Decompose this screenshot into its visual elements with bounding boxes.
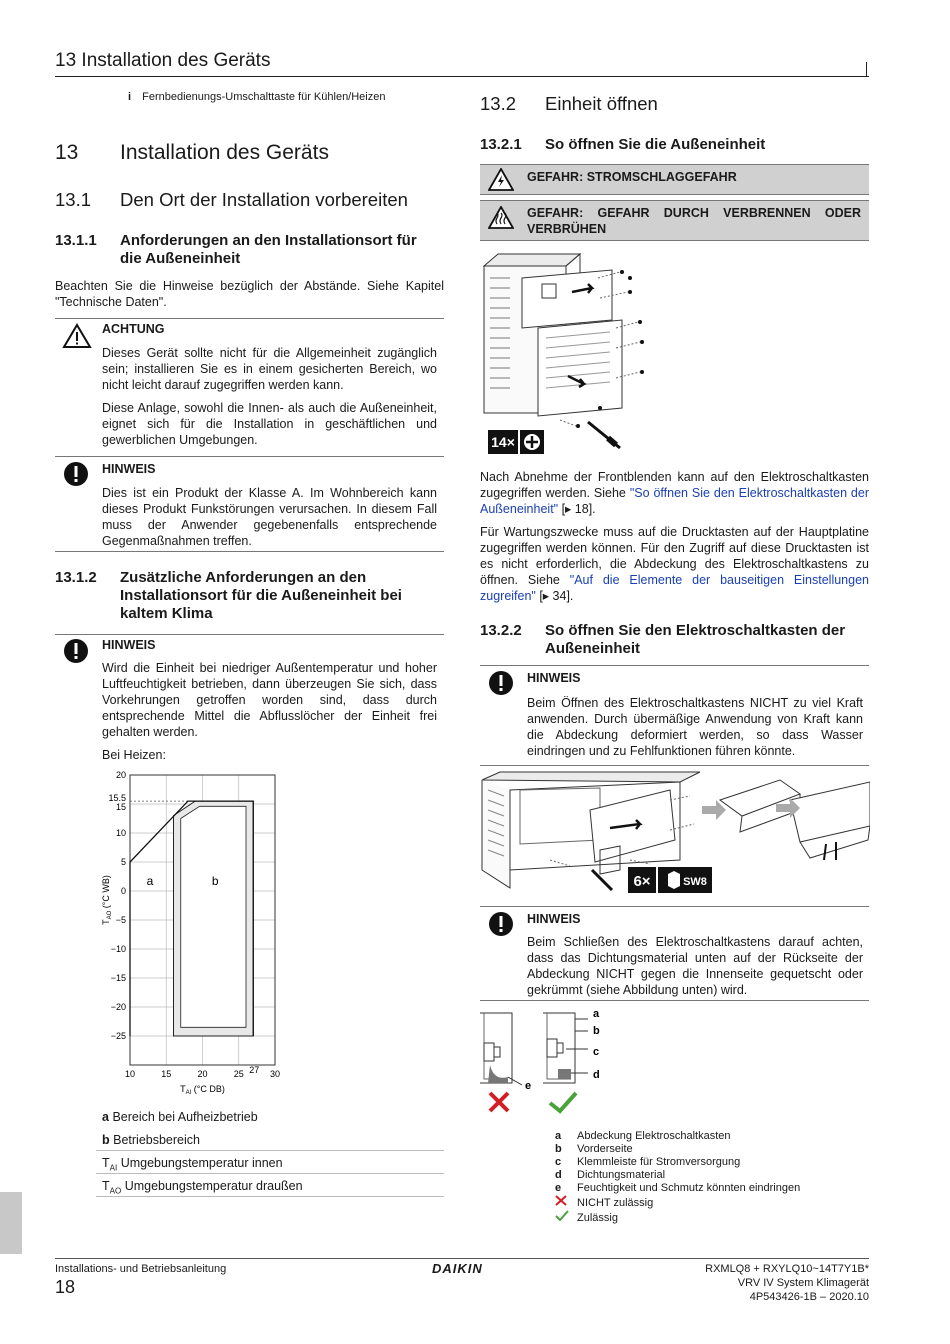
legend-text: NICHT zulässig	[577, 1197, 654, 1209]
subsection-number: 13.1.2	[55, 569, 97, 586]
list-key: i	[128, 91, 132, 103]
y-tick-label: −5	[115, 915, 126, 925]
divider	[480, 1000, 869, 1001]
switchbox-link[interactable]: "So öffnen Sie den Elektroschaltkasten der Außeneinheit"	[480, 486, 870, 516]
subsection-heading	[55, 232, 455, 272]
danger-burn-bar	[480, 200, 869, 241]
y-tick-label: 10	[115, 828, 126, 838]
outdoor-unit-front-panel-figure	[480, 248, 660, 458]
achtung-paragraph-2: Diese Anlage, sowohl die Innen- als auch die Außeneinheit, eignet sich für die Installation in geschäftlichen und gewerblichen Umgebungen.	[102, 401, 437, 447]
notice-icon	[63, 461, 89, 492]
legend-key: d	[555, 1169, 562, 1181]
seal-detail-figure	[470, 1005, 620, 1120]
legend-text: Dichtungsmaterial	[577, 1169, 666, 1181]
subsection-title-line2: die Außeneinheit	[120, 250, 241, 267]
legend-key-sub: AO	[109, 1186, 122, 1196]
list-text: Fernbedienungs-Umschalttaste für Kühlen/Heizen	[142, 91, 386, 103]
subsection-title-line2: Außeneinheit	[545, 640, 641, 657]
legend-row	[555, 1195, 865, 1210]
achtung-label: ACHTUNG	[102, 322, 165, 336]
legend-row	[555, 1156, 865, 1169]
maintenance-paragraph	[480, 524, 869, 604]
legend-text: Klemmleiste für Stromversorgung	[577, 1156, 741, 1168]
field-settings-link[interactable]: "Auf die Elemente der bauseitigen Einstellungen zugreifen"	[480, 573, 869, 603]
divider	[480, 665, 869, 666]
y-tick-label: −20	[110, 1002, 126, 1012]
footer-rule	[55, 1258, 869, 1259]
cross-icon	[490, 1093, 508, 1111]
switch-box-figure	[480, 770, 870, 898]
hinweis-label: HINWEIS	[527, 912, 581, 926]
legend-text: Vorderseite	[577, 1143, 633, 1155]
x-tick-label: 25	[233, 1069, 244, 1079]
chapter-number: 13	[55, 141, 79, 164]
hot-surface-icon	[488, 206, 514, 234]
legend-row	[555, 1210, 865, 1225]
hinweis-paragraph: Beim Schließen des Elektroschaltkastens darauf achten, dass das Dichtungsmaterial unten auf der Rückseite der Abdeckung NICHT gegen die Innenseite gequetscht oder gekrümmt (siehe Abbildung unten) wird.	[527, 935, 863, 997]
legend-text: Umgebungstemperatur innen	[120, 1156, 283, 1170]
legend-key: T	[102, 1179, 110, 1193]
notice-icon	[488, 670, 514, 701]
subsection-number: 13.2.1	[480, 136, 522, 153]
y-tick-label: −10	[110, 944, 126, 954]
fig-callout-b: b	[593, 1025, 600, 1037]
wrench-size-label: SW8	[683, 876, 707, 888]
hinweis-paragraph: Beim Öffnen des Elektroschaltkastens NICHT zu viel Kraft anwenden. Durch übermäßige Anwendung von Kraft kann die Abdeckung deformiert werden, so dass Wasser eindringen und zu Fehlfunktionen führen könnte.	[527, 696, 863, 758]
region-b-inner	[181, 806, 246, 1027]
achtung-paragraph-1: Dieses Gerät sollte nicht für die Allgemeinheit zugänglich sein; installieren Sie es in einem gesicherten Bereich, wo nicht leicht darauf zugegriffen werden kann.	[102, 346, 437, 392]
access-text-a: Nach Abnehme der Frontblenden kann auf den Elektroschaltkasten zugegriffen werden. Siehe	[480, 470, 869, 500]
chart-legend-a	[102, 1109, 402, 1125]
section-number: 13.1	[55, 189, 92, 210]
divider	[480, 906, 869, 907]
fig-callout-e: e	[525, 1080, 532, 1092]
legend-key-sub: AI	[109, 1163, 118, 1173]
operating-range-chart	[95, 765, 295, 1100]
legend-text: Feuchtigkeit und Schmutz könnten eindringen	[577, 1182, 801, 1194]
y-tick-label: 15	[115, 802, 126, 812]
subsection-heading	[55, 569, 455, 625]
notice-icon	[63, 638, 89, 669]
section-title: Einheit öffnen	[545, 93, 658, 114]
legend-text: Zulässig	[577, 1212, 618, 1224]
subsection-number: 13.2.2	[480, 622, 522, 639]
fig-callout-d: d	[593, 1069, 600, 1081]
divider	[55, 551, 444, 552]
subsection-title: So öffnen Sie die Außeneinheit	[545, 136, 766, 153]
danger-electric-bar	[480, 164, 869, 195]
hinweis-label: HINWEIS	[102, 638, 156, 652]
footer-model: RXMLQ8 + RXYLQ10~14T7Y1B*	[705, 1263, 869, 1275]
region-b-label: b	[211, 874, 219, 889]
legend-key: b	[102, 1133, 110, 1147]
figure-legend	[555, 1130, 865, 1225]
danger-electric-text: GEFAHR: STROMSCHLAGGEFAHR	[527, 170, 737, 184]
list-item	[128, 91, 385, 103]
hinweis-label: HINWEIS	[527, 671, 581, 685]
x-tick-label: 27	[249, 1065, 260, 1075]
divider	[55, 318, 444, 319]
legend-row	[555, 1182, 865, 1195]
divider	[55, 456, 444, 457]
footer-system: VRV IV System Klimagerät	[737, 1277, 869, 1289]
daikin-logo: DAIKIN	[432, 1261, 483, 1276]
y-tick-label: 20	[115, 770, 126, 780]
access-text-b: [▸ 18].	[558, 502, 596, 516]
divider	[480, 765, 869, 766]
region-a-label: a	[146, 874, 154, 889]
maintenance-text-b: [▸ 34].	[535, 589, 574, 603]
check-icon	[555, 1210, 569, 1221]
danger-burn-text-line2: VERBRÜHEN	[527, 222, 607, 236]
legend-text: Umgebungstemperatur draußen	[124, 1179, 303, 1193]
warning-triangle-icon	[62, 323, 92, 354]
notice-icon	[488, 911, 514, 942]
screw-count-badge: 14×	[491, 434, 515, 450]
chart-legend-b	[102, 1132, 402, 1148]
legend-key: e	[555, 1182, 562, 1194]
hex-wrench-icon	[668, 871, 680, 889]
x-tick-label: 15	[161, 1069, 172, 1079]
footer-doc-title: Installations- und Betriebsanleitung	[55, 1263, 227, 1275]
screw-count-badge: 6×	[633, 873, 651, 890]
hinweis-label: HINWEIS	[102, 462, 156, 476]
y-tick-label: 5	[120, 857, 126, 867]
check-icon	[550, 1093, 576, 1111]
divider	[96, 1150, 444, 1151]
hinweis-paragraph: Dies ist ein Produkt der Klasse A. Im Wohnbereich kann dieses Produkt Funkstörungen verursachen. In diesem Fall muss der Anwender gegebenenfalls entsprechende Gegenmaßnahmen treffen.	[102, 486, 437, 548]
legend-key: b	[555, 1143, 562, 1155]
legend-key: a	[102, 1110, 109, 1124]
legend-row	[555, 1143, 865, 1156]
legend-key: c	[555, 1156, 562, 1168]
maintenance-text-a: Für Wartungszwecke muss auf die Drucktasten auf der Hauptplatine zugegriffen werden können. Für den Zugriff auf diese Drucktasten ist es nicht erforderlich, die Abdeckung des Elektroschaltkastens zu öffnen. Siehe	[480, 525, 869, 587]
access-paragraph	[480, 469, 869, 517]
y-tick-label: 15.5	[108, 793, 126, 804]
fig-callout-a: a	[593, 1008, 600, 1020]
section-number: 13.2	[480, 93, 517, 114]
legend-key: a	[555, 1130, 562, 1142]
subsection-title-line2: Installationsort für die Außeneinheit bei	[120, 587, 402, 604]
intro-paragraph: Beachten Sie die Hinweise bezüglich der Abstände. Siehe Kapitel "Technische Daten".	[55, 279, 444, 309]
legend-row	[555, 1130, 865, 1143]
electric-hazard-icon	[488, 168, 514, 196]
cross-icon	[555, 1195, 567, 1206]
heating-label: Bei Heizen:	[102, 748, 166, 762]
y-axis-label: $T_{AO}$ (°C WB)	[101, 875, 113, 925]
subsection-number: 13.1.1	[55, 232, 97, 249]
danger-burn-text-line1: GEFAHR: GEFAHR DURCH VERBRENNEN ODER	[527, 206, 861, 220]
header-rule	[55, 76, 869, 77]
x-tick-label: 10	[124, 1069, 136, 1079]
subsection-title-line3: kaltem Klima	[120, 605, 213, 622]
hinweis-paragraph: Wird die Einheit bei niedriger Außentemperatur und hoher Luftfeuchtigkeit betrieben, dann überzeugen Sie sich, dass Vorkehrungen getroffen worden sind, dass durch entsprechende Mittel die Abflusslöcher der Einheit frei gehalten werden.	[102, 661, 437, 739]
page-number: 18	[55, 1277, 76, 1297]
legend-key: T	[102, 1156, 110, 1170]
legend-text: Betriebsbereich	[113, 1133, 200, 1147]
running-header: 13 Installation des Geräts	[55, 50, 271, 71]
y-tick-label: −25	[110, 1031, 126, 1041]
chapter-side-tab	[0, 1192, 22, 1254]
subsection-title-line1: Zusätzliche Anforderungen an den	[120, 569, 367, 586]
divider	[96, 1196, 444, 1197]
legend-row	[555, 1169, 865, 1182]
fig-callout-c: c	[593, 1046, 600, 1058]
subsection-title-line1: Anforderungen an den Installationsort für	[120, 232, 417, 249]
section-title: Den Ort der Installation vorbereiten	[120, 189, 408, 210]
footer-doc-number: 4P543426-1B – 2020.10	[749, 1291, 869, 1303]
x-axis-label: $T_{AI}$ (°C DB)	[180, 1084, 225, 1096]
x-tick-label: 30	[269, 1069, 281, 1079]
y-tick-label: −15	[110, 973, 126, 983]
x-tick-label: 20	[197, 1069, 208, 1079]
divider	[55, 634, 444, 635]
legend-text: Bereich bei Aufheizbetrieb	[112, 1110, 258, 1124]
chapter-title: Installation des Geräts	[120, 141, 329, 164]
legend-text: Abdeckung Elektroschaltkasten	[577, 1130, 731, 1142]
subsection-title-line1: So öffnen Sie den Elektroschaltkasten der	[545, 622, 846, 639]
divider	[96, 1173, 444, 1174]
subsection-heading	[480, 622, 870, 660]
y-tick-label: 0	[120, 886, 126, 896]
header-tick	[866, 62, 867, 77]
